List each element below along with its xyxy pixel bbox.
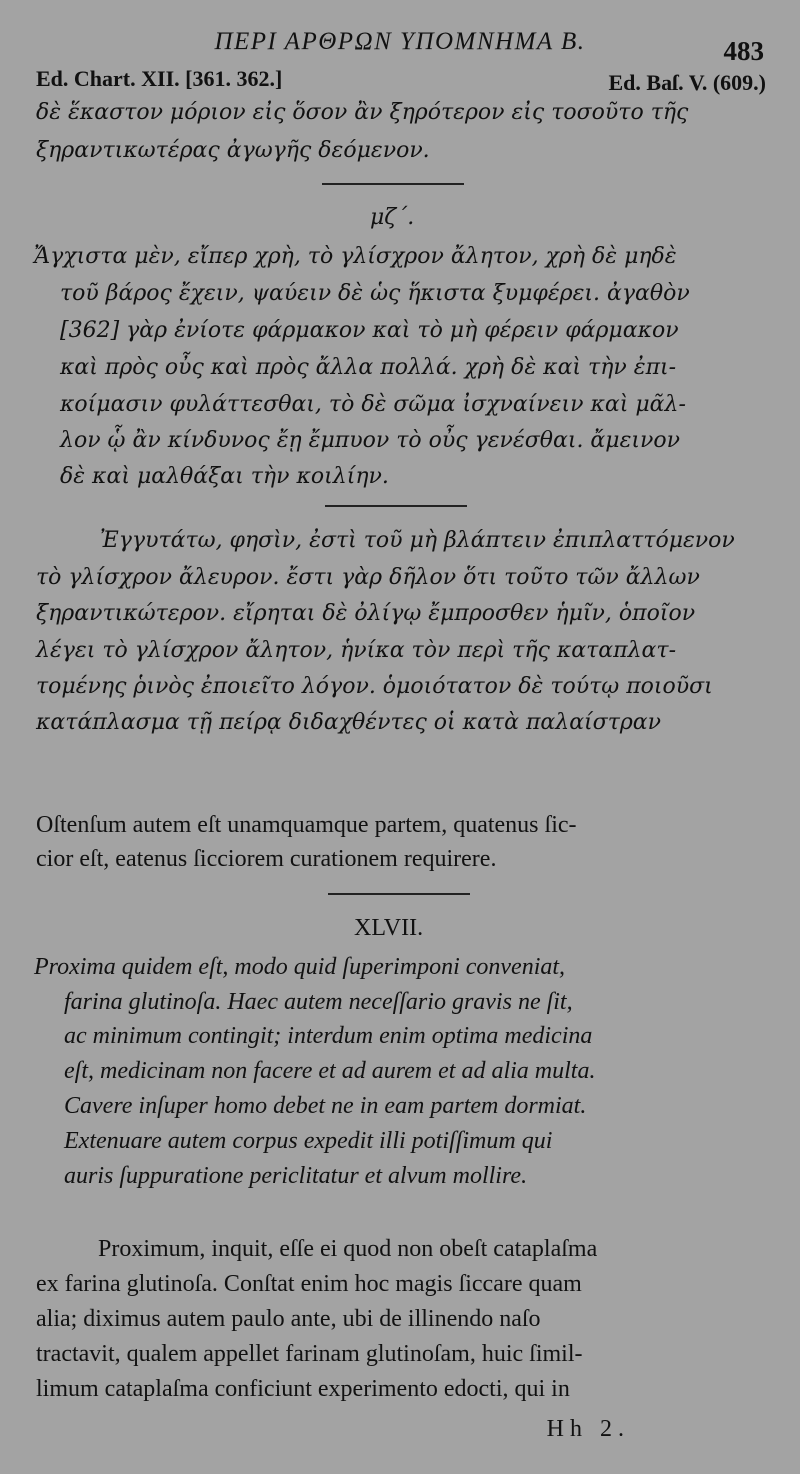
greek-aphorism-line: λον ᾧ ἂν κίνδυνος ἔῃ ἔμπυον τὸ οὖς γενέσθαι. ἄμεινον bbox=[60, 428, 681, 453]
latin-aphorism-line: Proxima quidem eſt, modo quid ſuperimponi conveniat, bbox=[34, 954, 566, 980]
section-divider bbox=[328, 893, 470, 895]
signature-mark: Hh 2. bbox=[546, 1416, 630, 1442]
latin-commentary-line: alia; diximus autem paulo ante, ubi de illinendo naſo bbox=[36, 1306, 541, 1332]
latin-commentary-line: Proximum, inquit, eſſe ei quod non obeſt cataplaſma bbox=[98, 1236, 598, 1262]
section-divider bbox=[322, 183, 464, 185]
latin-commentary-line: tractavit, qualem appellet farinam glutinoſam, huic ſimil- bbox=[36, 1341, 583, 1367]
greek-commentary-line: τὸ γλίσχρον ἄλευρον. ἔστι γὰρ δῆλον ὅτι τοῦτο τῶν ἄλλων bbox=[36, 565, 700, 590]
greek-aphorism-line: Ἄγχιστα μὲν, εἴπερ χρὴ, τὸ γλίσχρον ἄλητον, χρὴ δὲ μηδὲ bbox=[34, 244, 677, 269]
latin-commentary-line: limum cataplaſma conficiunt experimento edocti, qui in bbox=[36, 1376, 570, 1402]
greek-commentary-line: ξηραντικώτερον. εἴρηται δὲ ὀλίγῳ ἔμπροσθεν ἡμῖν, ὁποῖον bbox=[36, 601, 696, 626]
edition-reference-right: Ed. Baſ. V. (609.) bbox=[608, 70, 766, 95]
greek-aphorism-line: καὶ πρὸς οὖς καὶ πρὸς ἄλλα πολλά. χρὴ δὲ καὶ τὴν ἐπι- bbox=[60, 355, 677, 380]
edition-reference-left: Ed. Chart. XII. [361. 362.] bbox=[36, 66, 283, 91]
greek-commentary-line: λέγει τὸ γλίσχρον ἄλητον, ἡνίκα τὸν περὶ τῆς καταπλατ- bbox=[36, 638, 676, 663]
latin-commentary-line: ex farina glutinoſa. Conſtat enim hoc magis ſiccare quam bbox=[36, 1271, 582, 1297]
greek-intro-line: δὲ ἕκαστον μόριον εἰς ὅσον ἂν ξηρότερον εἰς τοσοῦτο τῆς bbox=[36, 100, 689, 125]
latin-section-number: XLVII. bbox=[354, 915, 424, 941]
greek-aphorism-line: κοίμασιν φυλάττεσθαι, τὸ δὲ σῶμα ἰσχναίνειν καὶ μᾶλ- bbox=[60, 392, 686, 417]
greek-section-number: μζ΄. bbox=[370, 205, 415, 230]
greek-commentary-line: Ἐγγυτάτω, φησὶν, ἐστὶ τοῦ μὴ βλάπτειν ἐπιπλαττόμενον bbox=[100, 528, 735, 553]
page-number: 483 bbox=[723, 36, 764, 66]
section-divider bbox=[325, 505, 467, 507]
latin-aphorism-line: ac minimum contingit; interdum enim optima medicina bbox=[64, 1023, 593, 1049]
greek-intro-line: ξηραντικωτέρας ἀγωγῆς δεόμενον. bbox=[36, 138, 430, 163]
greek-aphorism-line: δὲ καὶ μαλθάξαι τὴν κοιλίην. bbox=[60, 464, 389, 489]
latin-aphorism-line: eſt, medicinam non facere et ad aurem et ad alia multa. bbox=[64, 1058, 596, 1084]
greek-aphorism-line: τοῦ βάρος ἔχειν, ψαύειν δὲ ὡς ἥκιστα ξυμφέρει. ἀγαθὸν bbox=[60, 281, 690, 306]
running-head: ΠΕΡΙ ΑΡΘΡΩΝ ΥΠΟΜΝΗΜΑ Β. bbox=[214, 28, 586, 55]
latin-intro-line: Oſtenſum autem eſt unamquamque partem, quatenus ſic- bbox=[36, 812, 577, 838]
latin-intro-line: cior eſt, eatenus ſicciorem curationem requirere. bbox=[36, 846, 497, 872]
latin-aphorism-line: Extenuare autem corpus expedit illi potiſſimum qui bbox=[64, 1128, 553, 1154]
latin-aphorism-line: farina glutinoſa. Haec autem neceſſario gravis ne ſit, bbox=[64, 989, 573, 1015]
greek-aphorism-line: [362] γὰρ ἐνίοτε φάρμακον καὶ τὸ μὴ φέρειν φάρμακον bbox=[60, 318, 679, 343]
greek-commentary-line: κατάπλασμα τῇ πείρᾳ διδαχθέντες οἱ κατὰ παλαίστραν bbox=[36, 710, 662, 735]
greek-commentary-line: τομένης ῥινὸς ἐποιεῖτο λόγον. ὁμοιότατον δὲ τούτῳ ποιοῦσι bbox=[36, 674, 713, 699]
latin-aphorism-line: auris ſuppuratione periclitatur et alvum mollire. bbox=[64, 1163, 528, 1189]
latin-aphorism-line: Cavere inſuper homo debet ne in eam partem dormiat. bbox=[64, 1093, 587, 1119]
